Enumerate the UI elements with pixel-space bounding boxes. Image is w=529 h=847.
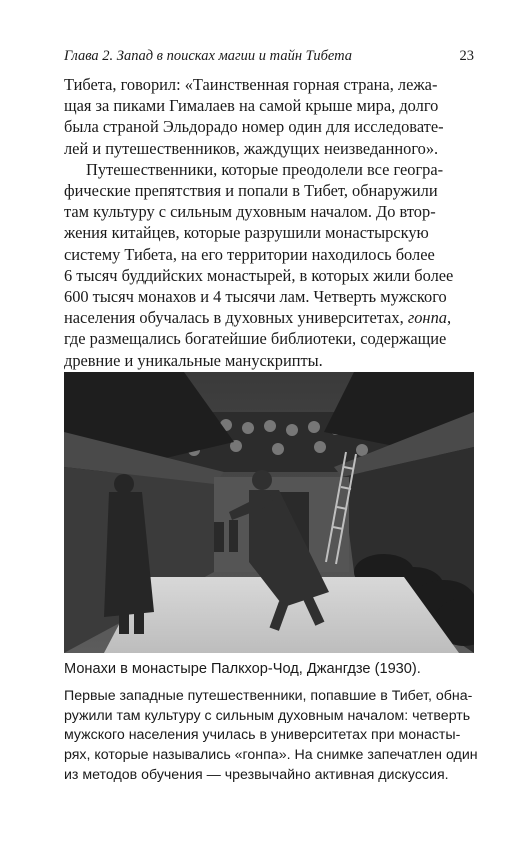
body-line: фические препятствия и попали в Тибет, обнаружили	[64, 181, 438, 201]
punctuation: ,	[446, 308, 452, 328]
monastery-photograph	[64, 372, 474, 653]
photo-caption-title: Монахи в монастыре Палкхор-Чод, Джангдзе (1930).	[64, 661, 421, 677]
body-line-text: населения обучалась в духовных университетах,	[64, 308, 404, 328]
body-line: где размещались богатейшие библиотеки, содержащие	[64, 329, 447, 349]
caption-line: рях, которые назывались «гонпа». На снимке запечатлен один	[64, 747, 478, 764]
body-line: 6 тысяч буддийских монастырей, в которых жили более	[64, 265, 454, 285]
photo-caption-text	[64, 687, 478, 786]
body-line: жения китайцев, которые разрушили монастырскую	[64, 223, 429, 243]
caption-line: из методов обучения — чрезвычайно активная дискуссия.	[64, 766, 449, 783]
caption-line: Первые западные путешественники, попавшие в Тибет, обна-	[64, 688, 473, 704]
page-number: 23	[459, 48, 474, 64]
body-line: 600 тысяч монахов и 4 тысячи лам. Четверть мужского	[64, 287, 447, 307]
chapter-title: Глава 2. Запад в поисках магии и тайн Тибета	[64, 48, 353, 64]
main-text	[64, 74, 474, 371]
body-line: Тибета, говорил: «Таинственная горная страна, лежа-	[64, 75, 438, 94]
body-line: систему Тибета, на его территории находилось более	[64, 244, 435, 264]
photo-illustration	[64, 372, 474, 653]
caption-line: мужского населения училась в университетах при монасты-	[64, 727, 461, 744]
body-line: там культуру с сильным духовным началом. До втор-	[64, 202, 436, 222]
body-line: Путешественники, которые преодолели все геогра-	[86, 159, 444, 179]
body-line: щая за пиками Гималаев на самой крыше мира, долго	[64, 96, 439, 116]
body-line-with-term	[64, 307, 474, 328]
running-header	[64, 48, 474, 68]
caption-line: ружили там культуру с сильным духовным началом: четверть	[64, 707, 471, 724]
body-line: лей и путешественников, жаждущих неизведанного».	[64, 138, 439, 158]
body-line: была страной Эльдорадо номер один для исследовате-	[64, 117, 444, 137]
body-line: древние и уникальные манускрипты.	[64, 350, 323, 370]
italic-term: гонпа	[407, 308, 447, 328]
